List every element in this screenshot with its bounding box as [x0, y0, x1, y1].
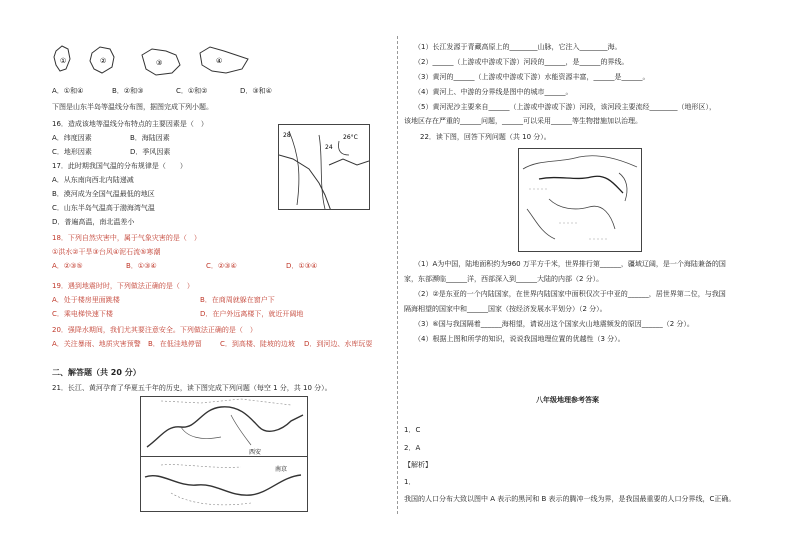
- q18-option-a: A．②③⑤: [52, 262, 83, 270]
- answer-key-title: 八年级地理参考答案: [536, 396, 599, 404]
- q21-part5: （5）黄河泥沙主要来自______（上游或中游或下游）河段，该河段主要流经________（地形区），: [414, 103, 716, 111]
- q21-part3: （3）黄河的______（上游或中游或下游）水能资源丰富，______是______。: [414, 73, 650, 81]
- q19-option-d: D．在户外远离楼下，就近开阔地: [200, 310, 304, 318]
- map-label-4: ④: [216, 57, 223, 65]
- yangtze-river-map: [140, 456, 308, 512]
- analysis-tag: 【解析】: [404, 461, 432, 469]
- map-label-2: ②: [100, 57, 107, 65]
- q19-option-a: A．处于楼房里面跳楼: [52, 296, 120, 304]
- asia-map: [518, 148, 642, 252]
- q16-option-d: D．季风因素: [130, 148, 171, 156]
- q16-option-c: C．地形因素: [52, 148, 92, 156]
- q18-option-d: D．①③④: [286, 262, 318, 270]
- yellow-map-label-xian: 西安: [249, 449, 262, 456]
- yellow-river-map: [140, 396, 308, 458]
- q17-option-a: A．从东南向西北内陆递减: [52, 176, 134, 184]
- isotherm-label-24: 24: [325, 144, 333, 151]
- q20-option-c: C．到高楼、陡坡的边坡: [220, 340, 295, 348]
- q19-option-c: C．乘电梯快速下楼: [52, 310, 113, 318]
- q21-part5-cont: 该地区存在严重的______问题，______可以采用______等生物措施加以治理。: [404, 117, 642, 125]
- province-outline-figures: [52, 41, 282, 81]
- isotherm-label-26: 26°C: [343, 134, 358, 141]
- q18-stem: 18．下列自然灾害中，属于气象灾害的是（ ）: [52, 234, 201, 242]
- q22-part1: （1）A为中国，陆地面积约为960 万平方千米，世界排行第______，疆域辽阔，是一个海陆兼备的国: [414, 260, 726, 268]
- q17-option-c: C．山东半岛气温高于渤海湾气温: [52, 204, 155, 212]
- q18-items: ①洪水②干旱③台风④泥石流⑤寒潮: [52, 248, 161, 256]
- q17-option-b: B．漠河成为全国气温最低的地区: [52, 190, 155, 198]
- section-2-heading: 二、解答题（共 20 分）: [52, 368, 141, 377]
- q22-part2-cont: 隔海相望的国家中和______国家（按经济发展水平划分）（2 分）。: [404, 305, 607, 313]
- q19-stem: 19．遇到地震时时，下列做法正确的是（ ）: [52, 282, 194, 290]
- q17-option-d: D．普遍高温，南北温差小: [52, 218, 135, 226]
- map-label-1: ①: [60, 57, 67, 65]
- q22-stem: 22．读下图，回答下列问题（共 10 分）。: [420, 133, 551, 141]
- analysis-text: 我国的人口分布大致以图中 A 表示的黑河和 B 表示的腾冲一线为界，是我国最重要的人口分界线，C正确。: [404, 495, 736, 503]
- map-label-3: ③: [156, 59, 163, 67]
- q22-part4: （4）根据上图和所学的知识，说说我国地理位置的优越性（3 分）。: [414, 335, 625, 343]
- q21-stem: 21．长江、黄河孕育了华夏五千年的历史，读下图完成下列问题（每空 1 分，共 10 分）。: [52, 384, 332, 392]
- q21-part1: （1）长江发源于青藏高原上的________山脉，它注入________海。: [414, 43, 622, 51]
- q15-option-b: B．②和③: [112, 87, 144, 95]
- q20-option-a: A．关注暴雨、地质灾害预警: [52, 340, 141, 348]
- q22-part1-cont: 家，东部濒临______洋，西部深入到______大陆的内部（2 分）。: [404, 275, 604, 283]
- q15-option-a: A．①和④: [52, 87, 84, 95]
- q17-stem: 17．此时期我国气温的分布规律是（ ）: [52, 162, 187, 170]
- analysis-number: 1．: [404, 478, 416, 486]
- yangtze-map-label-nanjing: 南京: [275, 466, 288, 473]
- isotherm-label-28: 28: [283, 132, 291, 139]
- q21-part2: （2）______（上游或中游或下游）河段的______，是______的界线。: [414, 58, 629, 66]
- q21-part4: （4）黄河上、中游的分界线是图中的城市______。: [414, 88, 573, 96]
- q20-option-b: B．在低洼地停留: [148, 340, 202, 348]
- shandong-isotherm-map: [278, 124, 370, 210]
- q20-stem: 20．强降水期间，我们尤其要注意安全。下列做法正确的是（ ）: [52, 326, 257, 334]
- q15-option-c: C．①和②: [176, 87, 208, 95]
- province-shapes-row: [52, 41, 282, 81]
- q22-part2: （2）②是东亚的一个内陆国家，在世界内陆国家中面积仅次于中亚的______，居世界第二位，与我国: [414, 290, 726, 298]
- q18-option-c: C．②③④: [206, 262, 237, 270]
- q19-option-b: B．在商周就躲在窗户下: [200, 296, 275, 304]
- answer-1: 1．C: [404, 426, 421, 434]
- q16-option-b: B．海陆因素: [130, 134, 170, 142]
- q18-option-b: B．①③④: [126, 262, 157, 270]
- q20-option-d: D．到河边、水库玩耍: [304, 340, 373, 348]
- answer-2: 2．A: [404, 444, 421, 452]
- q16-stem: 16．造成该地等温线分布特点的主要因素是（ ）: [52, 120, 208, 128]
- column-divider: [397, 36, 398, 514]
- q22-part3: （3）⑥国与我国隔着______海相望，请说出这个国家火山地震频发的原因______（2 分）。: [414, 320, 694, 328]
- q15-option-d: D．③和④: [240, 87, 272, 95]
- q16-intro: 下图是山东半岛等温线分布图，据图完成下列小题。: [52, 103, 213, 111]
- q16-option-a: A．纬度因素: [52, 134, 92, 142]
